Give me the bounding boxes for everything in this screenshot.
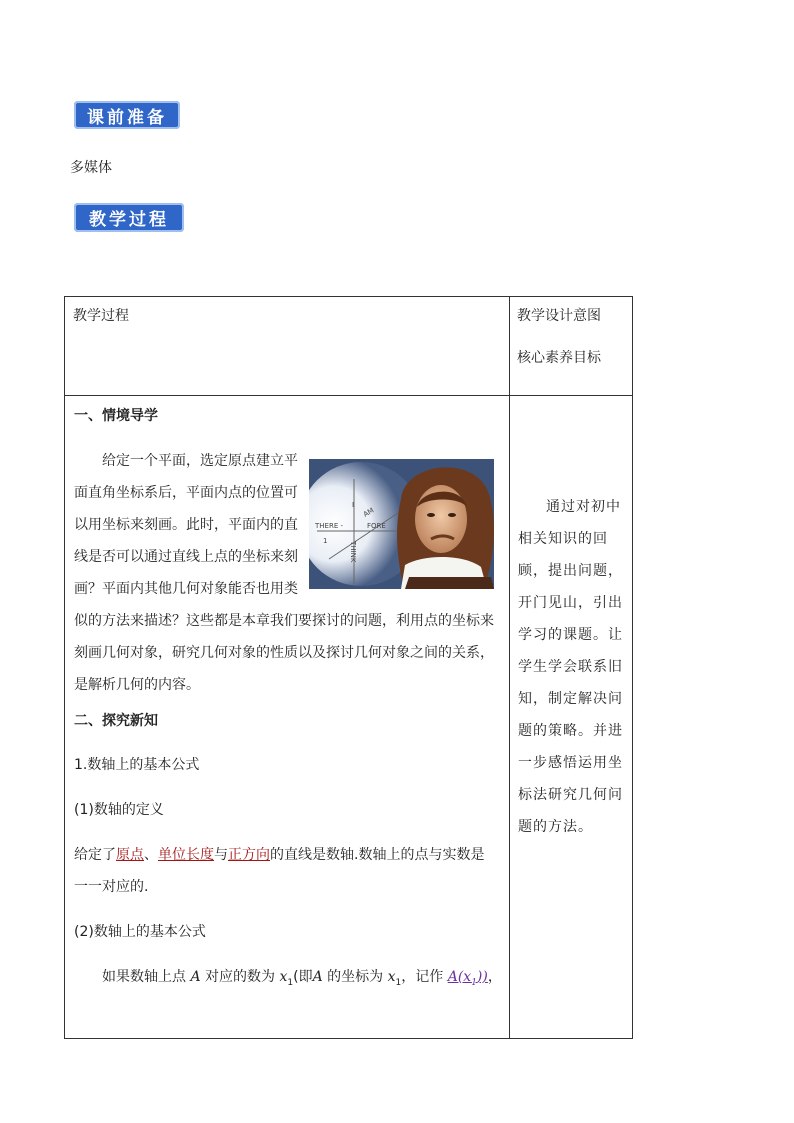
section1-title: 一、情境导学 — [74, 408, 158, 424]
design-intent-cell — [510, 396, 633, 1039]
formula-sub-1: 1 — [287, 977, 294, 988]
formula-close: )) — [476, 969, 488, 985]
formula-point-a-2: A — [312, 969, 323, 985]
header-left: 教学过程 — [73, 308, 129, 324]
intro-line-1: 给定一个平面，选定原点建立平 — [102, 453, 298, 469]
formula-ax: A(x — [447, 969, 472, 985]
formula-mid-3: 的坐标为 — [327, 969, 384, 985]
term-origin: 原点 — [116, 847, 144, 863]
img-word-am: AM — [362, 506, 376, 519]
sub1-heading: 1.数轴上的基本公式 — [74, 757, 200, 773]
header-right-2: 核心素养目标 — [517, 350, 601, 366]
def-pre: 给定了 — [74, 847, 116, 863]
intro-line-6: 似的方法来描述？这些都是本章我们要探讨的问题，利用点的坐标来 — [74, 613, 494, 629]
table-header-row — [65, 297, 633, 396]
intro-line-7: 刻画几何对象，研究几何对象的性质以及探讨几何对象之间的关系， — [74, 645, 494, 661]
def-sep-1: 、 — [144, 847, 158, 863]
descartes-portrait-image — [309, 459, 494, 589]
intro-line-4: 线是否可以通过直线上点的坐标来刻 — [74, 549, 298, 565]
header-left-cell — [65, 297, 510, 396]
img-word-think: THINK — [349, 541, 357, 563]
process-badge: 教学过程 — [74, 203, 184, 232]
sub1-2-heading: (2)数轴上的基本公式 — [74, 924, 206, 940]
definition-line-1 — [74, 844, 484, 864]
formula-pre: 如果数轴上点 — [102, 969, 186, 985]
img-word-there: THERE - — [315, 522, 343, 530]
lesson-table — [64, 296, 633, 1039]
formula-mid-1: 对应的数为 — [205, 969, 276, 985]
img-word-one: 1 — [323, 537, 328, 545]
formula-end: ， — [487, 969, 502, 985]
formula-mid-2: (即 — [293, 969, 313, 985]
def-post: 的直线是数轴.数轴上的点与实数是 — [270, 847, 485, 863]
formula-sub-3: 1 — [471, 977, 477, 988]
table-body-row — [65, 396, 633, 1039]
formula-sub-2: 1 — [395, 977, 402, 988]
intro-line-8: 是解析几何的内容。 — [74, 677, 200, 693]
intro-line-3: 以用坐标来刻画。此时，平面内的直 — [74, 517, 298, 533]
sub1-1-heading: (1)数轴的定义 — [74, 802, 164, 818]
term-positive-direction: 正方向 — [228, 847, 270, 863]
prep-badge: 课前准备 — [74, 101, 180, 129]
formula-point-a: A — [190, 969, 201, 985]
header-right-1: 教学设计意图 — [517, 308, 601, 324]
formula-x-2: x — [387, 969, 396, 985]
formula-mid-4: ，记作 — [401, 969, 444, 985]
prep-content: 多媒体 — [70, 160, 112, 176]
img-word-i: I — [352, 501, 355, 509]
definition-line-2: 一一对应的. — [74, 879, 149, 895]
formula-notation — [447, 969, 488, 988]
term-unit-length: 单位长度 — [158, 847, 214, 863]
formula-x: x — [279, 969, 288, 985]
intro-line-2: 面直角坐标系后，平面内点的位置可 — [74, 485, 298, 501]
section2-title: 二、探究新知 — [74, 713, 158, 729]
process-cell — [65, 396, 510, 1039]
header-right-cell — [510, 297, 633, 396]
def-sep-2: 与 — [214, 847, 228, 863]
design-intent-text: 通过对初中相关知识的回顾，提出问题，开门见山，引出学习的课题。让学生学会联系旧知，制定解决问题的策略。并进一步感悟运用坐标法研究几何问题的方法。 — [518, 499, 623, 835]
img-word-fore: FORE — [367, 522, 386, 530]
intro-line-5: 画？平面内其他几何对象能否也用类 — [74, 581, 298, 597]
formula-line — [102, 966, 502, 988]
